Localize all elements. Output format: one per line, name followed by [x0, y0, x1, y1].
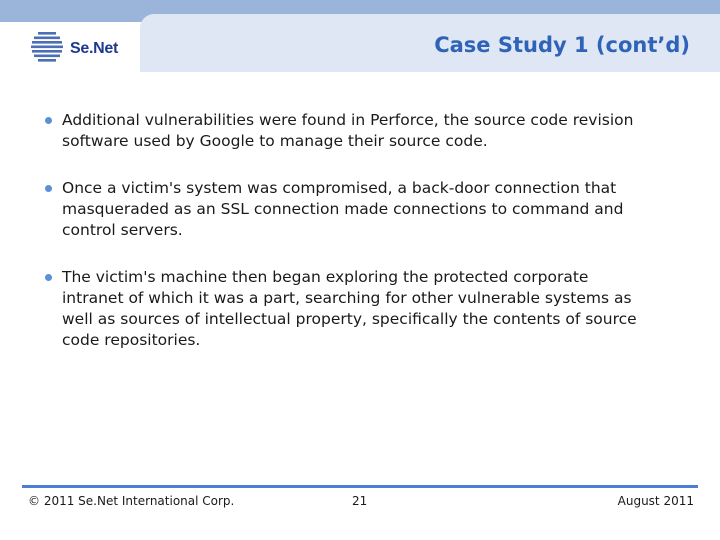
footer-copyright: © 2011 Se.Net International Corp. — [28, 494, 235, 508]
footer-page-number: 21 — [352, 494, 368, 508]
bullet-text: The victim's machine then began exploring the protected corporate intranet of which it was a part, searching for other vulnerable systems as well as sources of intellectual property, specifically the contents of source code repositories. — [62, 268, 637, 349]
bullet-text: Once a victim's system was compromised, a back-door connection that masqueraded as an SSL connection made connections to command and control servers. — [62, 179, 624, 239]
bullet-dot-icon — [45, 185, 52, 192]
bullet-item — [42, 178, 642, 241]
bullet-list — [42, 110, 642, 377]
logo-text: Se.Net — [70, 40, 118, 57]
bullet-item — [42, 110, 642, 152]
footer-date: August 2011 — [617, 494, 694, 508]
bullet-text: Additional vulnerabilities were found in Perforce, the source code revision software used by Google to manage their source code. — [62, 111, 634, 150]
footer-divider — [22, 485, 698, 488]
bullet-dot-icon — [45, 117, 52, 124]
company-logo — [30, 30, 140, 66]
bullet-item — [42, 267, 642, 351]
bullet-dot-icon — [45, 274, 52, 281]
globe-logo-icon — [30, 30, 64, 64]
slide-title: Case Study 1 (cont’d) — [434, 33, 690, 57]
